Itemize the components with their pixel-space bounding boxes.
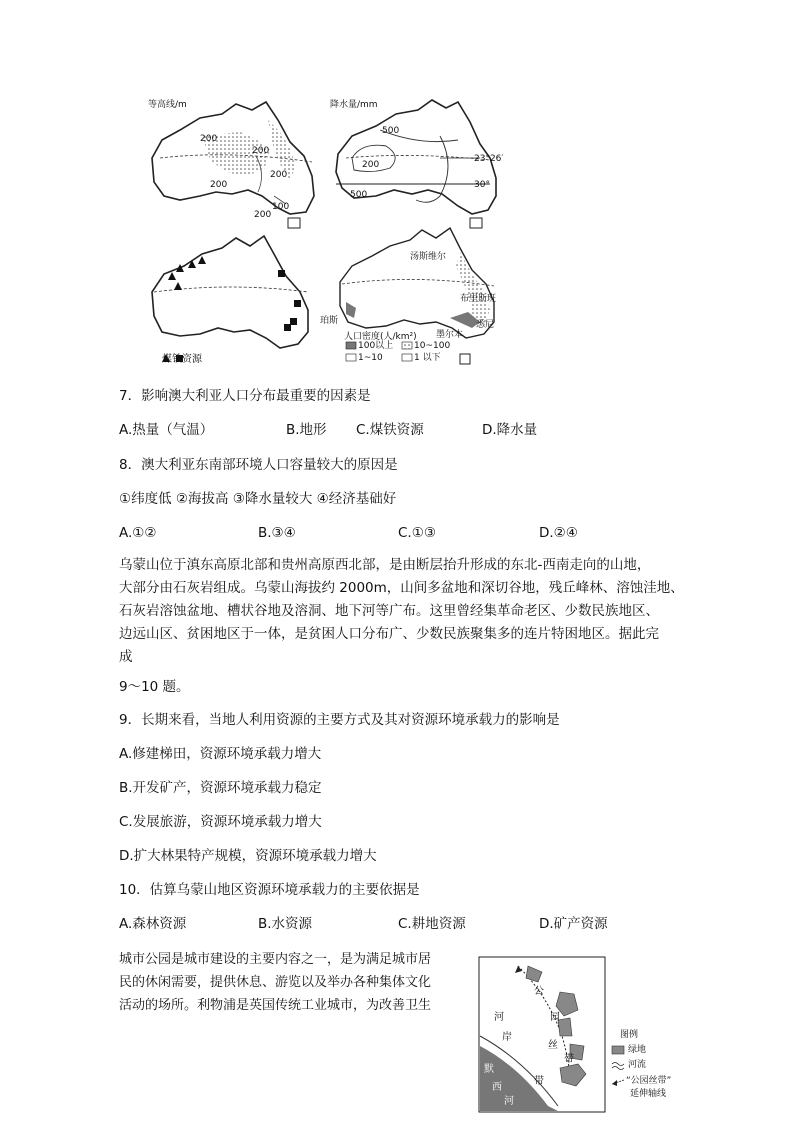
axis-char: 带: [564, 1054, 574, 1065]
q8-option-a: A.①②: [119, 525, 157, 541]
density-item: 100以上: [358, 341, 394, 351]
density-title: 人口密度(人/km²): [344, 332, 417, 342]
contour-value: 200: [270, 170, 288, 180]
q7-stem: 7．影响澳大利亚人口分布最重要的因素是: [119, 388, 371, 404]
riverbank-char: 河: [494, 1012, 504, 1023]
mersey-char: 西: [492, 1082, 502, 1093]
australia-outline-3: [152, 236, 308, 348]
legend-axis-label: “公园丝带”: [626, 1076, 672, 1086]
axis-char: 丝: [548, 1040, 558, 1051]
rainfall-map: [336, 100, 496, 228]
q10-option-b: B.水资源: [258, 916, 313, 932]
riverbank-char: 岸: [502, 1032, 512, 1043]
passage-line: 石灰岩溶蚀盆地、槽状谷地及溶洞、地下河等广布。这里曾经集革命老区、少数民族地区、: [119, 603, 659, 619]
city-melbourne: 墨尔本: [436, 330, 464, 340]
australia-map-figure: [140, 96, 540, 376]
contour-value: 200: [252, 146, 270, 156]
contour-value: 200: [210, 180, 228, 190]
riverbank-char: 带: [534, 1076, 544, 1087]
q9-option-d: D.扩大林果特产规模，资源环境承载力增大: [119, 848, 377, 864]
q8-items: ①纬度低 ②海拔高 ③降水量较大 ④经济基础好: [119, 491, 397, 507]
density-item: 1 以下: [414, 353, 441, 363]
rain-value: 500: [382, 126, 400, 136]
q10-option-a: A.森林资源: [119, 916, 187, 932]
ore-map: [152, 236, 308, 362]
park-line: 活动的场所。利物浦是英国传统工业城市，为改善卫生: [119, 998, 432, 1013]
tasmania-2: [470, 218, 482, 228]
rain-value: 500: [350, 190, 368, 200]
q7-option-c: C.煤铁资源: [356, 422, 424, 438]
lat30-label: 30°: [474, 180, 490, 190]
legend-title: 图例: [620, 1030, 639, 1040]
legend-river-symbol: [612, 1063, 624, 1070]
liverpool-park-map: [478, 956, 698, 1116]
passage-line: 大部分由石灰岩组成。乌蒙山海拔约 2000m，山间多盆地和深切谷地，残丘峰林、溶蚀洼地、: [119, 580, 684, 596]
passage-line: 乌蒙山位于滇东高原北部和贵州高原西北部，是由断层抬升形成的东北-西南走向的山地，: [119, 557, 651, 573]
legend-axis-label: 延伸轴线: [630, 1089, 667, 1099]
q10-option-c: C.耕地资源: [398, 916, 466, 932]
q7-option-b: B.地形: [286, 422, 327, 438]
rain-value: 200: [362, 160, 380, 170]
q9-option-c: C.发展旅游，资源环境承载力增大: [119, 814, 322, 830]
tropic-label: 23°26′: [474, 154, 504, 164]
park-line: 城市公园是城市建设的主要内容之一，是为满足城市居: [119, 952, 432, 967]
q8-option-c: C.①③: [398, 525, 436, 541]
coal-symbol: [278, 270, 285, 277]
q9-option-a: A.修建梯田，资源环境承载力增大: [119, 746, 322, 762]
q10-stem: 10．估算乌蒙山地区资源环境承载力的主要依据是: [119, 882, 420, 898]
q8-option-b: B.③④: [258, 525, 296, 541]
contour-value: 200: [254, 210, 272, 220]
q8-stem: 8．澳大利亚东南部环境人口容量较大的原因是: [119, 457, 398, 473]
rain-title: 降水量/mm: [330, 100, 378, 110]
q7-option-d: D.降水量: [482, 422, 538, 438]
q9-option-b: B.开发矿产，资源环境承载力稳定: [119, 780, 322, 796]
passage-question-range: 9～10 题。: [119, 679, 190, 695]
city-townsville: 汤斯维尔: [410, 252, 447, 262]
q9-stem: 9．长期来看，当地人利用资源的主要方式及其对资源环境承载力的影响是: [119, 712, 560, 728]
passage-line: 边远山区、贫困地区于一体，是贫困人口分布广、少数民族聚集多的连片特困地区。据此完: [119, 626, 659, 642]
axis-char: 园: [550, 1012, 560, 1023]
contour-map: [152, 102, 314, 228]
passage-line: 成: [119, 649, 133, 665]
mersey-char: 河: [504, 1096, 514, 1107]
city-sydney: 悉尼: [476, 320, 495, 330]
contour-value: 100: [272, 202, 290, 212]
city-perth: 珀斯: [320, 316, 339, 326]
legend-green-label: 绿地: [628, 1045, 647, 1055]
q7-option-a: A.热量（气温）: [119, 422, 214, 438]
density-item: 10~100: [414, 341, 451, 351]
tasmania-1: [288, 218, 300, 228]
contour-title: 等高线/m: [148, 100, 187, 110]
axis-char: 公: [534, 986, 544, 997]
density-item: 1~10: [358, 353, 383, 363]
legend-green-swatch: [612, 1046, 624, 1054]
mersey-char: 默: [484, 1064, 494, 1075]
park-line: 民的休闲需要，提供休息、游览以及举办各种集体文化: [119, 975, 432, 990]
q10-option-d: D.矿产资源: [539, 916, 608, 932]
contour-value: 200: [200, 134, 218, 144]
ore-legend: 煤铁资源: [162, 354, 202, 365]
city-brisbane: 布里斯班: [460, 294, 497, 304]
q8-option-d: D.②④: [539, 525, 578, 541]
legend-river-label: 河流: [628, 1060, 647, 1070]
